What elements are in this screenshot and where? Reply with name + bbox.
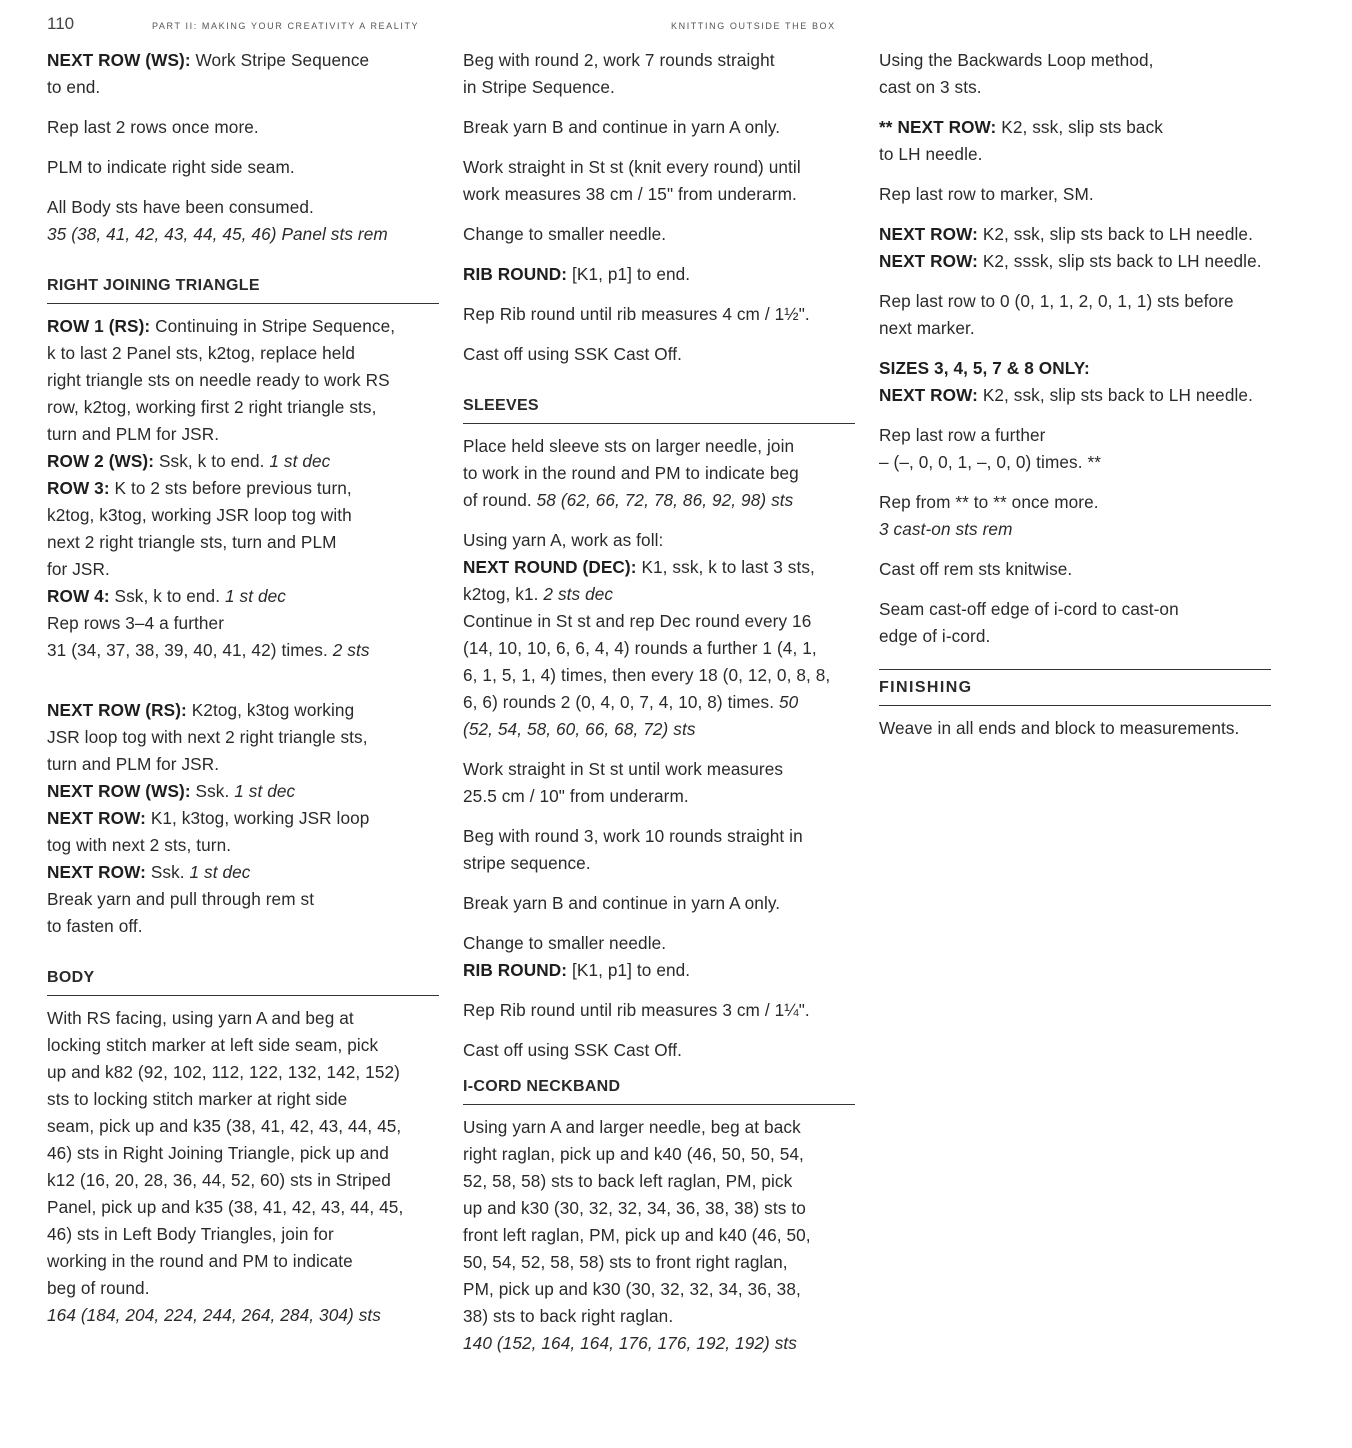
instruction-text: K to 2 sts before previous turn,	[109, 478, 352, 498]
stitch-count-note: 1 st dec	[224, 586, 286, 606]
paragraph: Weave in all ends and block to measurements.	[879, 718, 1240, 738]
instruction-label: NEXT ROUND (DEC):	[463, 557, 637, 577]
text-line: row, k2tog, working first 2 right triangle sts,	[47, 397, 377, 417]
paragraph	[879, 422, 1271, 476]
text-line: Continue in St st and rep Dec round every 16	[463, 611, 812, 631]
text-line: 46) sts in Left Body Triangles, join for	[47, 1224, 334, 1244]
paragraph	[879, 288, 1271, 342]
instruction-label: ** NEXT ROW:	[879, 117, 997, 137]
instruction-text: Ssk.	[145, 862, 190, 882]
text-line: to work in the round and PM to indicate beg	[463, 463, 799, 483]
text-line: tog with next 2 sts, turn.	[47, 835, 232, 855]
text-line: PM, pick up and k30 (30, 32, 32, 34, 36, 38,	[463, 1279, 801, 1299]
instruction-text: Ssk, k to end.	[154, 451, 270, 471]
section-heading-i-cord-neckband: I-CORD NECKBAND	[463, 1077, 855, 1105]
stitch-count-note: 140 (152, 164, 164, 176, 176, 192, 192) sts	[463, 1333, 797, 1353]
instruction-label: RIB ROUND:	[463, 264, 568, 284]
column-3	[879, 47, 1271, 755]
text-line: JSR loop tog with next 2 right triangle sts,	[47, 727, 368, 747]
instruction-text: K1, ssk, k to last 3 sts,	[636, 557, 815, 577]
instruction-text: K1, k3tog, working JSR loop	[145, 808, 370, 828]
paragraph: Break yarn B and continue in yarn A only.	[463, 893, 781, 913]
text-line: k12 (16, 20, 28, 36, 44, 52, 60) sts in Striped	[47, 1170, 391, 1190]
paragraph: Break yarn B and continue in yarn A only.	[463, 117, 781, 137]
running-head-left: PART II: MAKING YOUR CREATIVITY A REALITY	[152, 21, 420, 31]
text-line: Break yarn and pull through rem st	[47, 889, 315, 909]
text-line: 38) sts to back right raglan.	[463, 1306, 674, 1326]
text-line: for JSR.	[47, 559, 110, 579]
text-line: Rep last row a further	[879, 425, 1046, 445]
instruction-label: NEXT ROW:	[47, 808, 146, 828]
instruction-text: K2tog, k3tog working	[186, 700, 355, 720]
column-2	[463, 47, 855, 1370]
instruction-text: of round.	[463, 490, 537, 510]
instruction-label: ROW 2 (WS):	[47, 451, 155, 471]
text-line: Panel, pick up and k35 (38, 41, 42, 43, 44, 45,	[47, 1197, 404, 1217]
text-line: 50, 54, 52, 58, 58) sts to front right raglan,	[463, 1252, 788, 1272]
paragraph	[463, 1114, 855, 1357]
instruction-label: ROW 1 (RS):	[47, 316, 151, 336]
text-line: seam, pick up and k35 (38, 41, 42, 43, 44, 45,	[47, 1116, 402, 1136]
paragraph: Cast off using SSK Cast Off.	[463, 344, 683, 364]
text-line: Beg with round 2, work 7 rounds straight	[463, 50, 775, 70]
stitch-count-note: (52, 54, 58, 60, 66, 68, 72) sts	[463, 719, 696, 739]
instruction-label: SIZES 3, 4, 5, 7 & 8 ONLY:	[879, 358, 1090, 378]
text-line: Work straight in St st (knit every round) until	[463, 157, 801, 177]
instruction-label: NEXT ROW:	[879, 224, 978, 244]
instruction-label: NEXT ROW:	[879, 251, 978, 271]
paragraph	[463, 154, 855, 208]
paragraph	[47, 1005, 439, 1329]
running-head-right: KNITTING OUTSIDE THE BOX	[671, 21, 836, 31]
paragraph: Cast off rem sts knitwise.	[879, 559, 1073, 579]
text-line: next marker.	[879, 318, 975, 338]
instruction-text: K2, ssk, slip sts back	[996, 117, 1163, 137]
text-line: All Body sts have been consumed.	[47, 197, 314, 217]
stitch-count-note: 2 sts dec	[543, 584, 614, 604]
stitch-count-note: 50	[778, 692, 799, 712]
paragraph	[463, 433, 855, 514]
text-line: in Stripe Sequence.	[463, 77, 615, 97]
text-line: to LH needle.	[879, 144, 983, 164]
text-line: 25.5 cm / 10" from underarm.	[463, 786, 689, 806]
paragraph	[879, 489, 1271, 543]
paragraph	[879, 596, 1271, 650]
paragraph: Cast off using SSK Cast Off.	[463, 1040, 683, 1060]
column-1	[47, 47, 439, 1342]
text-line: next 2 right triangle sts, turn and PLM	[47, 532, 337, 552]
instruction-text: K2, ssk, slip sts back to LH needle.	[977, 224, 1253, 244]
text-line: working in the round and PM to indicate	[47, 1251, 353, 1271]
instruction-label: NEXT ROW (WS):	[47, 781, 191, 801]
text-line: With RS facing, using yarn A and beg at	[47, 1008, 354, 1028]
instruction-label: ROW 4:	[47, 586, 110, 606]
paragraph	[463, 930, 855, 984]
text-line: Rep last row to 0 (0, 1, 1, 2, 0, 1, 1) sts before	[879, 291, 1234, 311]
text-line: Using the Backwards Loop method,	[879, 50, 1154, 70]
paragraph: PLM to indicate right side seam.	[47, 157, 295, 177]
stitch-count-note: 3 cast-on sts rem	[879, 519, 1013, 539]
instruction-label: RIB ROUND:	[463, 960, 568, 980]
paragraph: Rep Rib round until rib measures 3 cm / 1¼".	[463, 1000, 810, 1020]
instruction-text: K2, ssk, slip sts back to LH needle.	[977, 385, 1253, 405]
instruction-label: ROW 3:	[47, 478, 110, 498]
instruction-text: 6, 6) rounds 2 (0, 4, 0, 7, 4, 10, 8) times.	[463, 692, 779, 712]
text-line: to end.	[47, 77, 101, 97]
text-line: 6, 1, 5, 1, 4) times, then every 18 (0, 12, 0, 8, 8,	[463, 665, 831, 685]
instruction-text: K2, sssk, slip sts back to LH needle.	[977, 251, 1262, 271]
text-line: stripe sequence.	[463, 853, 591, 873]
paragraph	[47, 697, 439, 940]
stitch-count-note: 1 st dec	[234, 781, 296, 801]
paragraph	[879, 114, 1271, 168]
paragraph	[463, 823, 855, 877]
paragraph: Rep last 2 rows once more.	[47, 117, 259, 137]
text-line: – (–, 0, 0, 1, –, 0, 0) times. **	[879, 452, 1102, 472]
text-line: locking stitch marker at left side seam, pick	[47, 1035, 379, 1055]
text-line: Using yarn A and larger needle, beg at back	[463, 1117, 801, 1137]
text-line: k to last 2 Panel sts, k2tog, replace held	[47, 343, 356, 363]
text-line: work measures 38 cm / 15" from underarm.	[463, 184, 797, 204]
text-line: up and k30 (30, 32, 32, 34, 36, 38, 38) sts to	[463, 1198, 806, 1218]
paragraph	[47, 194, 439, 248]
paragraph	[879, 355, 1271, 409]
text-line: Change to smaller needle.	[463, 933, 667, 953]
text-line: up and k82 (92, 102, 112, 122, 132, 142, 152)	[47, 1062, 400, 1082]
instruction-text: k2tog, k1.	[463, 584, 544, 604]
text-line: right triangle sts on needle ready to work RS	[47, 370, 390, 390]
instruction-label: NEXT ROW (WS):	[47, 50, 191, 70]
instruction-label: NEXT ROW:	[879, 385, 978, 405]
text-line: Seam cast-off edge of i-cord to cast-on	[879, 599, 1179, 619]
paragraph	[463, 527, 855, 743]
text-line: turn and PLM for JSR.	[47, 424, 220, 444]
paragraph	[47, 47, 439, 101]
text-line: 52, 58, 58) sts to back left raglan, PM, pick	[463, 1171, 793, 1191]
text-line: edge of i-cord.	[879, 626, 991, 646]
text-line: cast on 3 sts.	[879, 77, 982, 97]
paragraph	[879, 47, 1271, 101]
text-line: Work straight in St st until work measures	[463, 759, 784, 779]
instruction-text: 31 (34, 37, 38, 39, 40, 41, 42) times.	[47, 640, 333, 660]
instruction-text: Continuing in Stripe Sequence,	[150, 316, 396, 336]
instruction-text: [K1, p1] to end.	[567, 960, 691, 980]
text-line: Rep rows 3–4 a further	[47, 613, 225, 633]
paragraph	[47, 313, 439, 664]
paragraph	[463, 756, 855, 810]
instruction-text: [K1, p1] to end.	[567, 264, 691, 284]
stitch-count-note: 164 (184, 204, 224, 244, 264, 284, 304) sts	[47, 1305, 381, 1325]
stitch-count-note: 1 st dec	[189, 862, 251, 882]
paragraph: Rep last row to marker, SM.	[879, 184, 1094, 204]
page-number: 110	[47, 14, 75, 33]
text-line: Using yarn A, work as foll:	[463, 530, 664, 550]
text-line: to fasten off.	[47, 916, 143, 936]
section-heading-sleeves: SLEEVES	[463, 396, 855, 424]
stitch-count-note: 35 (38, 41, 42, 43, 44, 45, 46) Panel sts rem	[47, 224, 388, 244]
paragraph	[463, 261, 855, 288]
section-heading-body: BODY	[47, 968, 439, 996]
instruction-text: Ssk.	[190, 781, 235, 801]
text-line: sts to locking stitch marker at right side	[47, 1089, 348, 1109]
text-line: Beg with round 3, work 10 rounds straight in	[463, 826, 803, 846]
paragraph: Rep Rib round until rib measures 4 cm / 1½".	[463, 304, 810, 324]
section-heading-right-joining-triangle: RIGHT JOINING TRIANGLE	[47, 276, 439, 304]
text-line: 46) sts in Right Joining Triangle, pick up and	[47, 1143, 389, 1163]
instruction-label: NEXT ROW:	[47, 862, 146, 882]
instruction-text: Ssk, k to end.	[109, 586, 225, 606]
paragraph	[879, 221, 1271, 275]
text-line: k2tog, k3tog, working JSR loop tog with	[47, 505, 352, 525]
stitch-count-note: 58 (62, 66, 72, 78, 86, 92, 98) sts	[536, 490, 794, 510]
section-heading-finishing: FINISHING	[879, 669, 1271, 706]
paragraph: Change to smaller needle.	[463, 224, 667, 244]
text-line: Place held sleeve sts on larger needle, join	[463, 436, 795, 456]
text-line: Rep from ** to ** once more.	[879, 492, 1099, 512]
text-line: front left raglan, PM, pick up and k40 (46, 50,	[463, 1225, 811, 1245]
paragraph	[463, 47, 855, 101]
instruction-text: Work Stripe Sequence	[190, 50, 370, 70]
text-line: right raglan, pick up and k40 (46, 50, 50, 54,	[463, 1144, 804, 1164]
stitch-count-note: 2 sts	[332, 640, 370, 660]
text-line: beg of round.	[47, 1278, 150, 1298]
text-line: (14, 10, 10, 6, 6, 4, 4) rounds a further 1 (4, 1,	[463, 638, 817, 658]
text-line: turn and PLM for JSR.	[47, 754, 220, 774]
instruction-label: NEXT ROW (RS):	[47, 700, 187, 720]
stitch-count-note: 1 st dec	[269, 451, 331, 471]
